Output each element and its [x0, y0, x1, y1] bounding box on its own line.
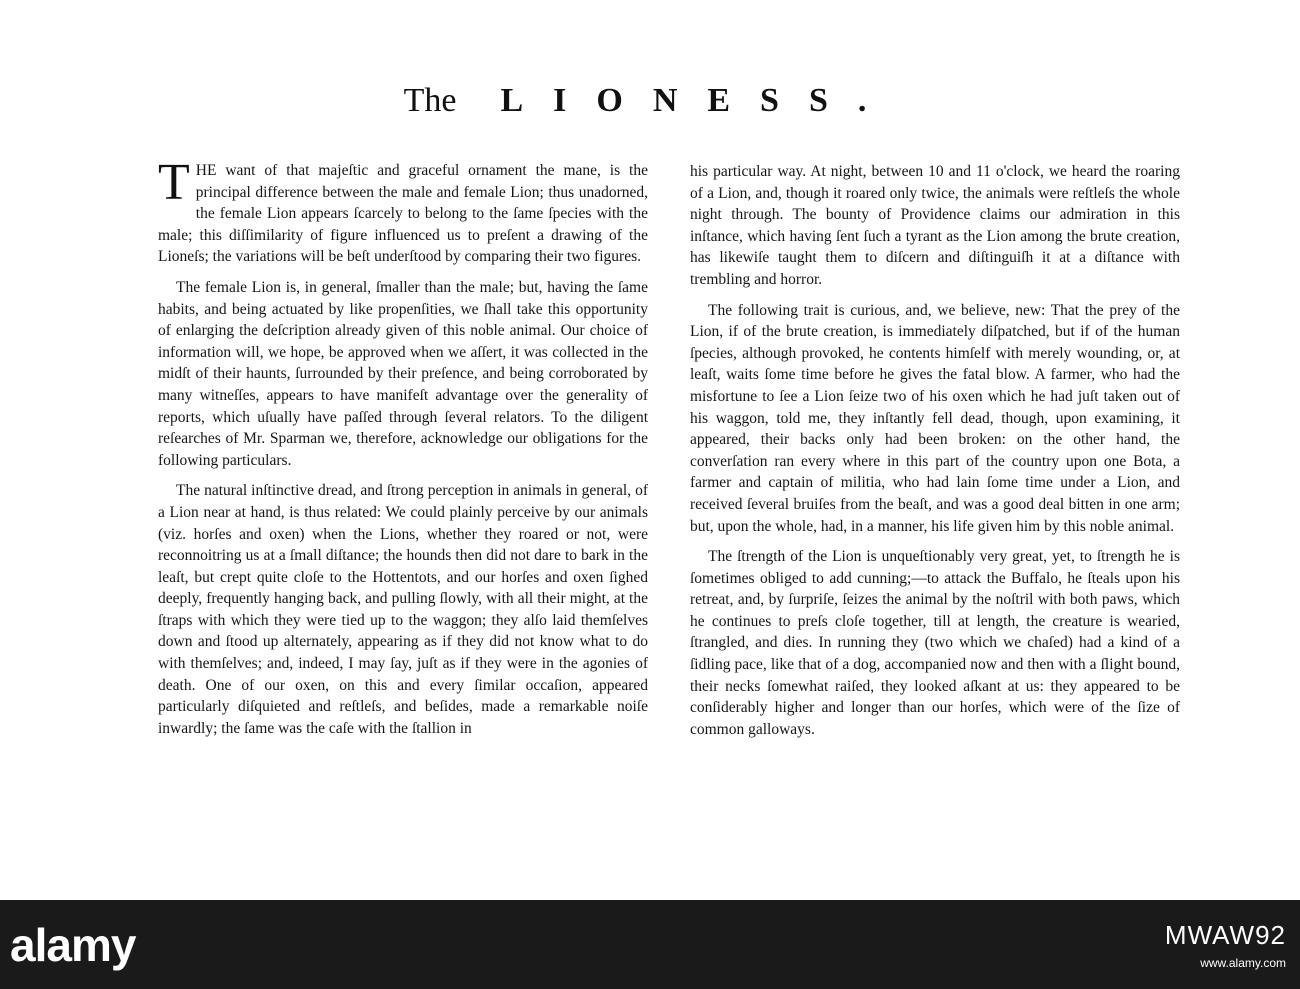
- page-title: [0, 82, 1300, 120]
- paragraph: The ſtrength of the Lion is unqueſtionably very great, yet, to ſtrength he is ſometimes obliged to add cunning;—to attack the Buffalo, he ſteals upon his retreat, and, by ſurpriſe, ſeizes the animal by the noſtril with both paws, which he continues to preſs cloſe together, till at length, the creature is wearied, ſtrangled, and dies. In running they (two which we chaſed) had a kind of a ſidling pace, like that of a dog, accompanied now and then with a ſlight bound, their necks ſomewhat raiſed, they looked aſkant at us: they appeared to be conſiderably higher and longer than our horſes, which were of the ſize of common galloways.: [690, 548, 1180, 738]
- alamy-logo: alamy: [10, 919, 136, 971]
- paragraph-text: HE want of that majeſtic and graceful ornament the mane, is the principal difference between the male and female Lion; thus unadorned, the female Lion appears ſcarcely to belong to the ſame ſpecies with the male; this diſſimilarity of figure influenced us to preſent a drawing of the Lioneſs; the variations will be beſt underſtood by comparing their two figures.: [158, 162, 648, 266]
- watermark-band: [0, 900, 1300, 989]
- title-prefix: The: [403, 82, 457, 119]
- watermark-url: www.alamy.com: [1200, 956, 1286, 970]
- title-word: LIONESS.: [500, 82, 897, 119]
- paragraph: [158, 154, 648, 268]
- left-column: [158, 154, 648, 748]
- paragraph: The natural inſtinctive dread, and ſtrong perception in animals in general, of a Lion near at hand, is thus related: We could plainly perceive by our animals (viz. horſes and oxen) when the Lions, whether they roared or not, were reconnoitring us at a ſmall diſtance; the hounds then did not dare to bark in the leaſt, but crept quite cloſe to the Hottentots, and our horſes and oxen ſighed deeply, frequently hanging back, and pulling ſlowly, with all their might, at the ſtraps with which they were tied up to the waggon; they alſo laid themſelves down and ſtood up alternately, appearing as if they did not know what to do with themſelves; and, indeed, I may ſay, juſt as if they were in the agonies of death. One of our oxen, on this and every ſimilar occaſion, appeared particularly diſquieted and reſtleſs, and beſides, made a remarkable noiſe inwardly; the ſame was the caſe with the ſtallion in: [158, 482, 648, 737]
- paragraph: his particular way. At night, between 10 and 11 o'clock, we heard the roaring of a Lion, and, though it roared only twice, the animals were reſtleſs the whole night through. The bounty of Providence claims our admiration in this inſtance, which having ſent ſuch a tyrant as the Lion among the brute creation, has likewiſe taught them to diſcern and diſtinguiſh it at a diſtance with trembling and horror.: [690, 163, 1180, 288]
- drop-cap: T: [158, 154, 190, 211]
- image-code: MWAW92: [1164, 920, 1286, 950]
- paragraph: The female Lion is, in general, ſmaller than the male; but, having the ſame habits, and being actuated by like propenſities, we ſhall take this opportunity of enlarging the deſcription already given of this noble animal. Our choice of information will, we hope, be approved when we aſſert, it was collected in the midſt of their haunts, ſurrounded by their preſence, and being corroborated by many witneſſes, appears to have manifeſt advantage over the generality of reports, which uſually have paſſed through ſeveral relators. To the diligent reſearches of Mr. Sparman we, therefore, acknowledge our obligations for the following particulars.: [158, 278, 648, 469]
- paragraph: The following trait is curious, and, we believe, new: That the prey of the Lion, if of the brute creation, is immediately diſpatched, but if of the human ſpecies, although provoked, he contents himſelf with merely wounding, or, at leaſt, waits ſome time before he gives the fatal blow. A farmer, who had the misfortune to ſee a Lion ſeize two of his oxen which he had juſt taken out of his waggon, told me, they inſtantly fell dead, though, upon examining, it appeared, their backs only had been broken: on the other hand, the converſation ran every where in this part of the country upon one Bota, a farmer and captain of militia, who had lain ſome time under a Lion, and received ſeveral bruiſes from the beaſt, and was a good deal bitten in one arm; but, upon the whole, had, in a manner, his life given him by this noble animal.: [690, 301, 1180, 535]
- right-column: [690, 161, 1180, 749]
